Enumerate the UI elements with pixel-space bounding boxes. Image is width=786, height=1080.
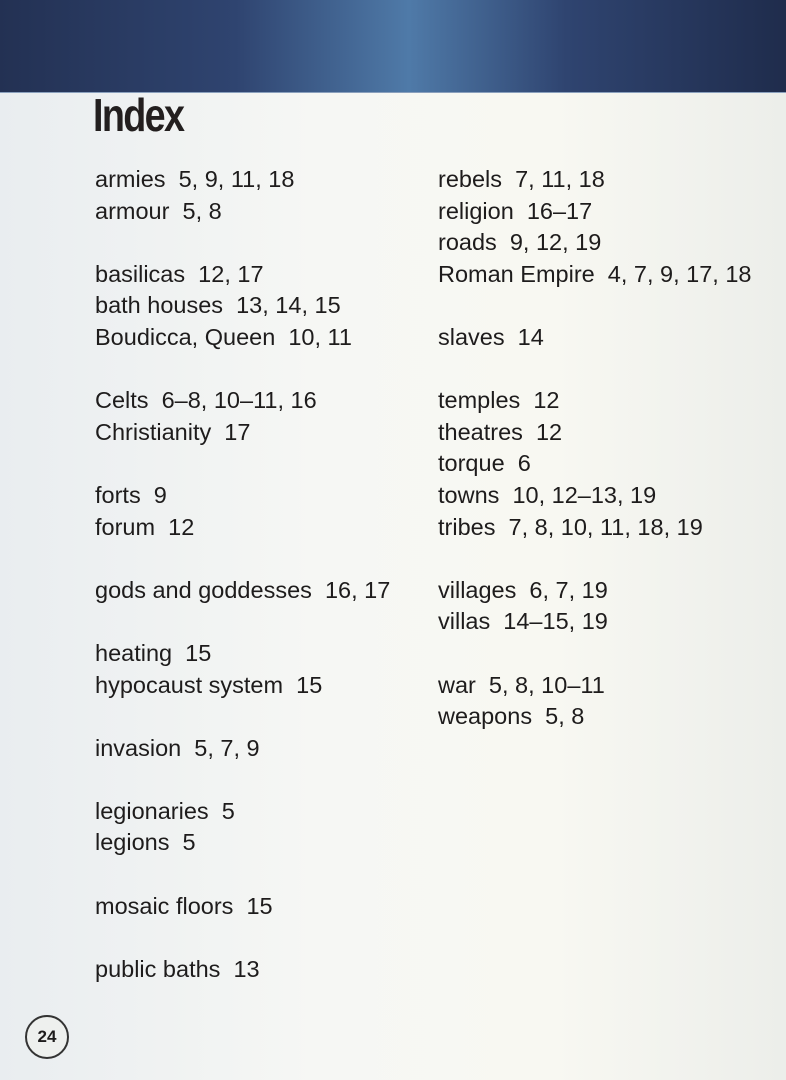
index-entry: legions 5 bbox=[95, 829, 196, 856]
index-entry: theatres 12 bbox=[438, 418, 563, 445]
index-group bbox=[95, 575, 390, 607]
index-entry: heating 15 bbox=[95, 639, 212, 666]
index-entry: invasion 5, 7, 9 bbox=[95, 734, 260, 761]
index-group bbox=[438, 164, 752, 290]
index-group bbox=[95, 954, 390, 986]
index-entry: forts 9 bbox=[95, 481, 167, 508]
index-group bbox=[438, 385, 752, 543]
page-title: Index bbox=[93, 89, 184, 141]
index-group bbox=[95, 480, 390, 543]
index-entry: rebels 7, 11, 18 bbox=[438, 166, 605, 192]
index-group bbox=[95, 638, 390, 701]
index-entry: Roman Empire 4, 7, 9, 17, 18 bbox=[438, 260, 752, 287]
index-entry: towns 10, 12–13, 19 bbox=[438, 481, 657, 508]
index-column-right bbox=[438, 164, 752, 764]
index-entry: villas 14–15, 19 bbox=[438, 608, 608, 635]
index-entry: Celts 6–8, 10–11, 16 bbox=[95, 387, 317, 414]
index-group bbox=[95, 796, 390, 859]
index-entry: armies 5, 9, 11, 18 bbox=[95, 166, 295, 192]
index-group bbox=[438, 322, 752, 354]
index-group bbox=[95, 891, 390, 923]
index-entry: religion 16–17 bbox=[438, 197, 593, 224]
index-entry: tribes 7, 8, 10, 11, 18, 19 bbox=[438, 513, 703, 540]
index-entry: slaves 14 bbox=[438, 323, 544, 350]
index-group bbox=[95, 733, 390, 765]
index-group bbox=[95, 259, 390, 354]
index-entry: armour 5, 8 bbox=[95, 197, 222, 224]
index-entry: torque 6 bbox=[438, 450, 531, 477]
index-entry: Christianity 17 bbox=[95, 418, 251, 445]
index-group bbox=[438, 670, 752, 733]
index-entry: gods and goddesses 16, 17 bbox=[95, 576, 391, 603]
index-entry: public baths 13 bbox=[95, 955, 260, 982]
index-group bbox=[438, 575, 752, 638]
index-entry: weapons 5, 8 bbox=[438, 703, 585, 730]
index-entry: war 5, 8, 10–11 bbox=[438, 671, 605, 698]
index-group bbox=[95, 385, 390, 448]
index-group bbox=[95, 164, 390, 227]
index-entry: hypocaust system 15 bbox=[95, 671, 323, 698]
index-entry: roads 9, 12, 19 bbox=[438, 229, 602, 256]
index-entry: villages 6, 7, 19 bbox=[438, 576, 608, 603]
index-entry: Boudicca, Queen 10, 11 bbox=[95, 323, 352, 350]
index-entry: temples 12 bbox=[438, 387, 560, 414]
header-band bbox=[0, 0, 786, 93]
index-entry: mosaic floors 15 bbox=[95, 892, 273, 919]
page-number: 24 bbox=[25, 1015, 69, 1059]
index-entry: legionaries 5 bbox=[95, 797, 235, 824]
index-column-left bbox=[95, 164, 390, 1017]
index-entry: bath houses 13, 14, 15 bbox=[95, 292, 341, 319]
index-entry: basilicas 12, 17 bbox=[95, 260, 264, 287]
index-entry: forum 12 bbox=[95, 513, 195, 540]
